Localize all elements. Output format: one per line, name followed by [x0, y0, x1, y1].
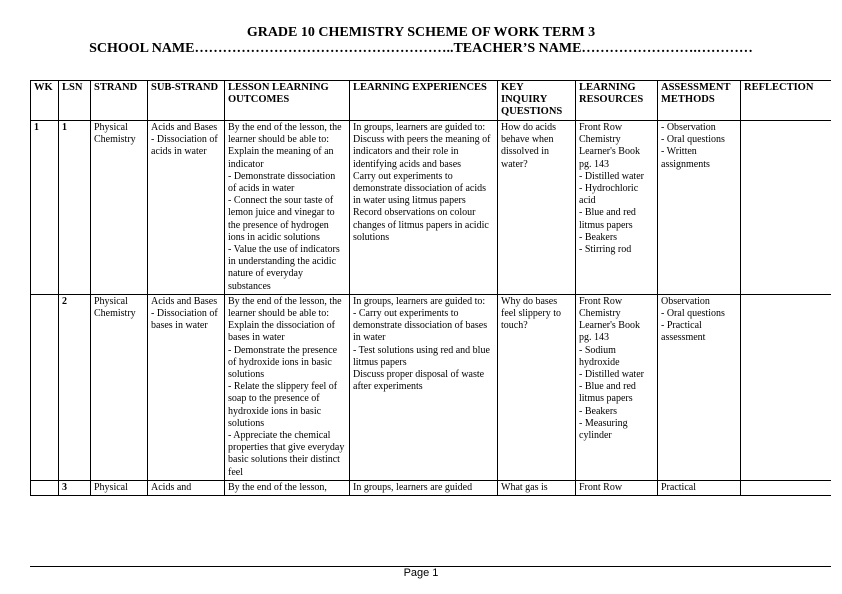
column-header-reflection: REFLECTION	[741, 81, 832, 121]
cell-experiences-line: - Carry out experiments to demonstrate dissociation of bases in water	[353, 308, 488, 344]
cell-resources-line: Front Row	[579, 481, 623, 493]
cell-resources-line: - Measuring cylinder	[579, 417, 628, 442]
cell-outcomes	[225, 480, 350, 495]
document-title: GRADE 10 CHEMISTRY SCHEME OF WORK TERM 3	[246, 25, 596, 40]
cell-assessment-line: Practical	[661, 481, 696, 493]
cell-experiences-line: In groups, learners are guided	[353, 481, 473, 493]
cell-sub-strand: Acids and Bases - Dissociation of acids in water	[148, 121, 225, 295]
cell-week	[31, 294, 59, 480]
cell-resources	[576, 294, 658, 480]
cell-strand: Physical Chemistry	[91, 294, 148, 480]
cell-experiences-line: In groups, learners are guided to:	[353, 295, 486, 307]
cell-assessment-line: - Observation	[661, 122, 716, 133]
cell-resources-line: - Distilled water	[579, 170, 644, 182]
cell-outcomes-line: By the end of the lesson,	[228, 481, 327, 493]
cell-resources-line: - Hydrochloric acid	[579, 183, 639, 207]
cell-lesson: 2	[59, 294, 91, 480]
cell-outcomes	[225, 294, 350, 480]
cell-outcomes-line: - Value the use of indicators in understanding the acidic nature of everyday substances	[228, 244, 340, 292]
cell-resources-line: Front Row Chemistry Learner's Book pg. 143	[579, 295, 640, 344]
cell-experiences-line: Discuss with peers the meaning of indicators and their role in identifying acids and bases	[353, 134, 491, 170]
column-header-resources: LEARNING RESOURCES	[576, 81, 658, 121]
table-row	[31, 121, 832, 295]
cell-outcomes-line: By the end of the lesson, the learner should be able to:	[228, 122, 342, 146]
cell-sub-strand: Acids and Bases - Dissociation of bases in water	[148, 294, 225, 480]
cell-experiences-line: - Test solutions using red and blue litmus papers	[353, 344, 490, 368]
column-header-wk: WK	[31, 81, 59, 121]
cell-resources-line: Front Row Chemistry Learner's Book pg. 143	[579, 122, 640, 170]
table-body	[31, 121, 832, 496]
table-header-row	[31, 81, 832, 121]
cell-sub-strand: Acids and	[148, 480, 225, 495]
cell-assessment-line: - Written assignments	[661, 146, 710, 170]
cell-resources	[576, 121, 658, 295]
cell-outcomes-line: - Connect the sour taste of lemon juice and vinegar to the presence of hydrogen ions in acidic solutions	[228, 195, 335, 243]
cell-assessment	[658, 294, 741, 480]
cell-outcomes-line: - Relate the slippery feel of soap to the presence of hydroxide ions in basic solutions	[228, 381, 338, 429]
cell-reflection	[741, 294, 832, 480]
cell-resources-line: - Sodium hydroxide	[579, 344, 620, 368]
cell-outcomes-line: By the end of the lesson, the learner should be able to:	[228, 295, 342, 320]
cell-resources-line: - Distilled water	[579, 369, 644, 381]
cell-experiences	[350, 121, 498, 295]
column-header-outcomes: LESSON LEARNING OUTCOMES	[225, 81, 350, 121]
column-header-inquiry: KEY INQUIRY QUESTIONS	[498, 81, 576, 121]
cell-outcomes-line: - Demonstrate dissociation of acids in water	[228, 170, 336, 195]
cell-experiences	[350, 294, 498, 480]
cell-strand: Physical Chemistry	[91, 121, 148, 295]
cell-resources-line: - Blue and red litmus papers	[579, 207, 636, 231]
scheme-of-work-table	[30, 80, 831, 496]
cell-outcomes	[225, 121, 350, 295]
column-header-assessment: ASSESSMENT METHODS	[658, 81, 741, 121]
column-header-strand: STRAND	[91, 81, 148, 121]
cell-assessment-line: Observation	[661, 295, 710, 307]
cell-reflection	[741, 480, 832, 495]
cell-experiences-line: Discuss proper disposal of waste after experiments	[353, 369, 485, 393]
column-header-experiences: LEARNING EXPERIENCES	[350, 81, 498, 121]
scheme-table-container	[30, 80, 831, 567]
column-header-lsn: LSN	[59, 81, 91, 121]
cell-resources-line: - Beakers	[579, 231, 618, 243]
cell-inquiry-question: How do acids behave when dissolved in water?	[498, 121, 576, 295]
column-header-sub-strand: SUB-STRAND	[148, 81, 225, 121]
cell-resources-line: - Blue and red litmus papers	[579, 381, 636, 405]
cell-resources-line: - Stirring rod	[579, 244, 632, 256]
table-row	[31, 294, 832, 480]
cell-resources	[576, 480, 658, 495]
cell-experiences-line: Carry out experiments to demonstrate dissociation of acids in water using litmus papers	[353, 170, 487, 207]
cell-outcomes-line: - Demonstrate the presence of hydroxide ions in basic solutions	[228, 344, 338, 381]
cell-resources-line: - Beakers	[579, 405, 618, 417]
cell-inquiry-question: Why do bases feel slippery to touch?	[498, 294, 576, 480]
cell-outcomes-line: Explain the dissociation of bases in water	[228, 320, 335, 344]
cell-assessment-line: - Oral questions	[661, 134, 725, 146]
cell-experiences	[350, 480, 498, 495]
cell-lesson: 1	[59, 121, 91, 295]
cell-outcomes-line: - Appreciate the chemical properties that give everyday basic solutions their distinct feel	[228, 430, 345, 478]
cell-lesson: 3	[59, 480, 91, 495]
cell-week: 1	[31, 121, 59, 295]
cell-assessment-line: - Oral questions	[661, 308, 725, 320]
cell-outcomes-line: Explain the meaning of an indicator	[228, 146, 334, 170]
cell-assessment	[658, 480, 741, 495]
table-row	[31, 480, 832, 495]
cell-reflection	[741, 121, 832, 295]
cell-week	[31, 480, 59, 495]
cell-assessment	[658, 121, 741, 295]
cell-experiences-line: Record observations on colour changes of litmus papers in acidic solutions	[353, 207, 489, 243]
cell-assessment-line: - Practical assessment	[661, 320, 706, 344]
cell-experiences-line: In groups, learners are guided to:	[353, 122, 486, 133]
cell-strand: Physical	[91, 480, 148, 495]
page-number: Page 1	[403, 567, 439, 579]
school-teacher-line: SCHOOL NAME………………………………………………..TEACHER’S NAME…………………….…………	[89, 41, 753, 56]
cell-inquiry-question: What gas is	[498, 480, 576, 495]
